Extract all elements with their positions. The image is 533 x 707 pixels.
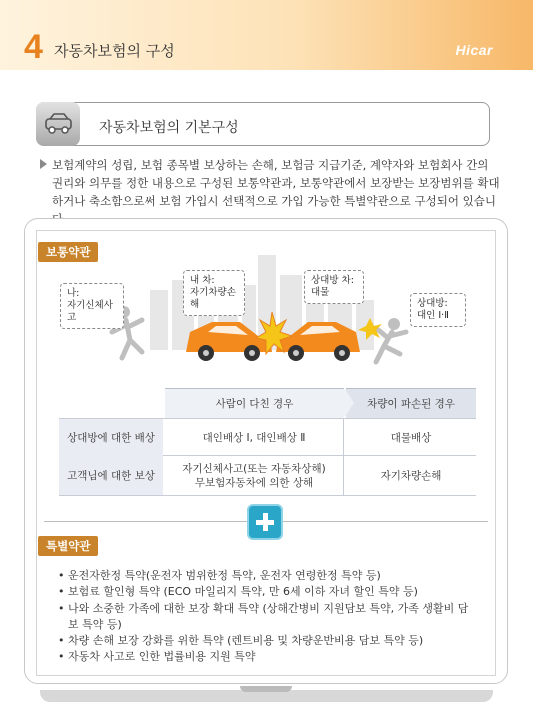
bubble-self-text: 자기신체사고	[67, 300, 113, 323]
laptop-notch	[240, 686, 292, 692]
triangle-bullet-icon	[40, 159, 47, 169]
section-title: 자동차보험의 기본구성	[99, 120, 239, 136]
special-terms-tag: 특별약관	[38, 536, 98, 556]
table-header-person: 사람이 다친 경우	[165, 388, 344, 418]
list-item: • 차량 손해 보장 강화를 위한 특약 (렌트비용 및 차량운반비용 담보 특약 등)	[58, 633, 478, 649]
header-arrow-icon	[344, 388, 354, 418]
table-header-row	[59, 388, 476, 418]
intro-text: 보험계약의 성립, 보험 종목별 보상하는 손해, 보험금 지급기준, 계약자와 보험회사 간의 권리와 의무를 정한 내용으로 구성된 보통약관과, 보통약관에서 보장받는 보장범위를 확대하거나 축소함으로써 보험 가입시 선택적으로 가입 가능한 특별약관으로 구성되어 있습니	[52, 158, 500, 208]
chapter-number: 4	[24, 28, 43, 66]
list-item: • 자동차 사고로 인한 법률비용 지원 특약	[58, 649, 478, 665]
list-item: • 운전자한정 특약(운전자 범위한정 특약, 운전자 연령한정 특약 등)	[58, 568, 478, 584]
table-cell-person	[165, 456, 344, 495]
table-row-label: 상대방에 대한 배상	[59, 419, 163, 456]
list-item: • 나와 소중한 가족에 대한 보장 확대 특약 (상해간병비 지원담보 특약, 가족 생활비 담보 특약 등)	[58, 601, 478, 634]
bubble-other-person-text: 대인 Ⅰ·Ⅱ	[417, 310, 449, 321]
bubble-other-car	[304, 270, 364, 304]
accident-illustration	[100, 240, 420, 380]
bubble-my-car-text: 자기차량손해	[190, 287, 236, 310]
hicar-logo: Hicar	[455, 42, 493, 58]
table-row	[59, 418, 476, 456]
table-cell-person: 대인배상 Ⅰ, 대인배상 Ⅱ	[165, 419, 344, 456]
table-row	[59, 456, 476, 496]
bubble-other-person-title: 상대방:	[417, 298, 448, 309]
table-cell-vehicle: 자기차량손해	[380, 469, 442, 482]
bubble-other-car-text: 대물	[311, 287, 330, 298]
car-icon	[36, 102, 80, 146]
bubble-my-car	[183, 270, 245, 316]
bubble-self	[60, 283, 124, 329]
table-cell-line: 자기신체사고(또는 자동차상해)	[182, 462, 326, 475]
table-row-label: 고객님에 대한 보상	[59, 456, 163, 495]
table-cell-vehicle: 대물배상	[390, 431, 432, 444]
section-title-box	[36, 102, 490, 146]
bubble-other-person	[410, 293, 466, 327]
basic-terms-tag: 보통약관	[38, 242, 98, 262]
chapter-title: 자동차보험의 구성	[54, 42, 175, 60]
plus-icon	[247, 504, 283, 540]
bubble-other-car-title: 상대방 차:	[311, 275, 354, 286]
list-item: • 보험료 할인형 특약 (ECO 마일리지 특약, 만 6세 이하 자녀 할인 특약 등)	[58, 584, 478, 600]
bubble-my-car-title: 내 차:	[190, 275, 215, 286]
page-header	[0, 0, 533, 70]
table-header-vehicle: 차량이 파손된 경우	[346, 388, 476, 418]
bubble-self-title: 나:	[67, 288, 80, 299]
special-terms-list	[58, 568, 478, 666]
table-cell-line: 무보험자동차에 의한 상해	[194, 476, 314, 489]
